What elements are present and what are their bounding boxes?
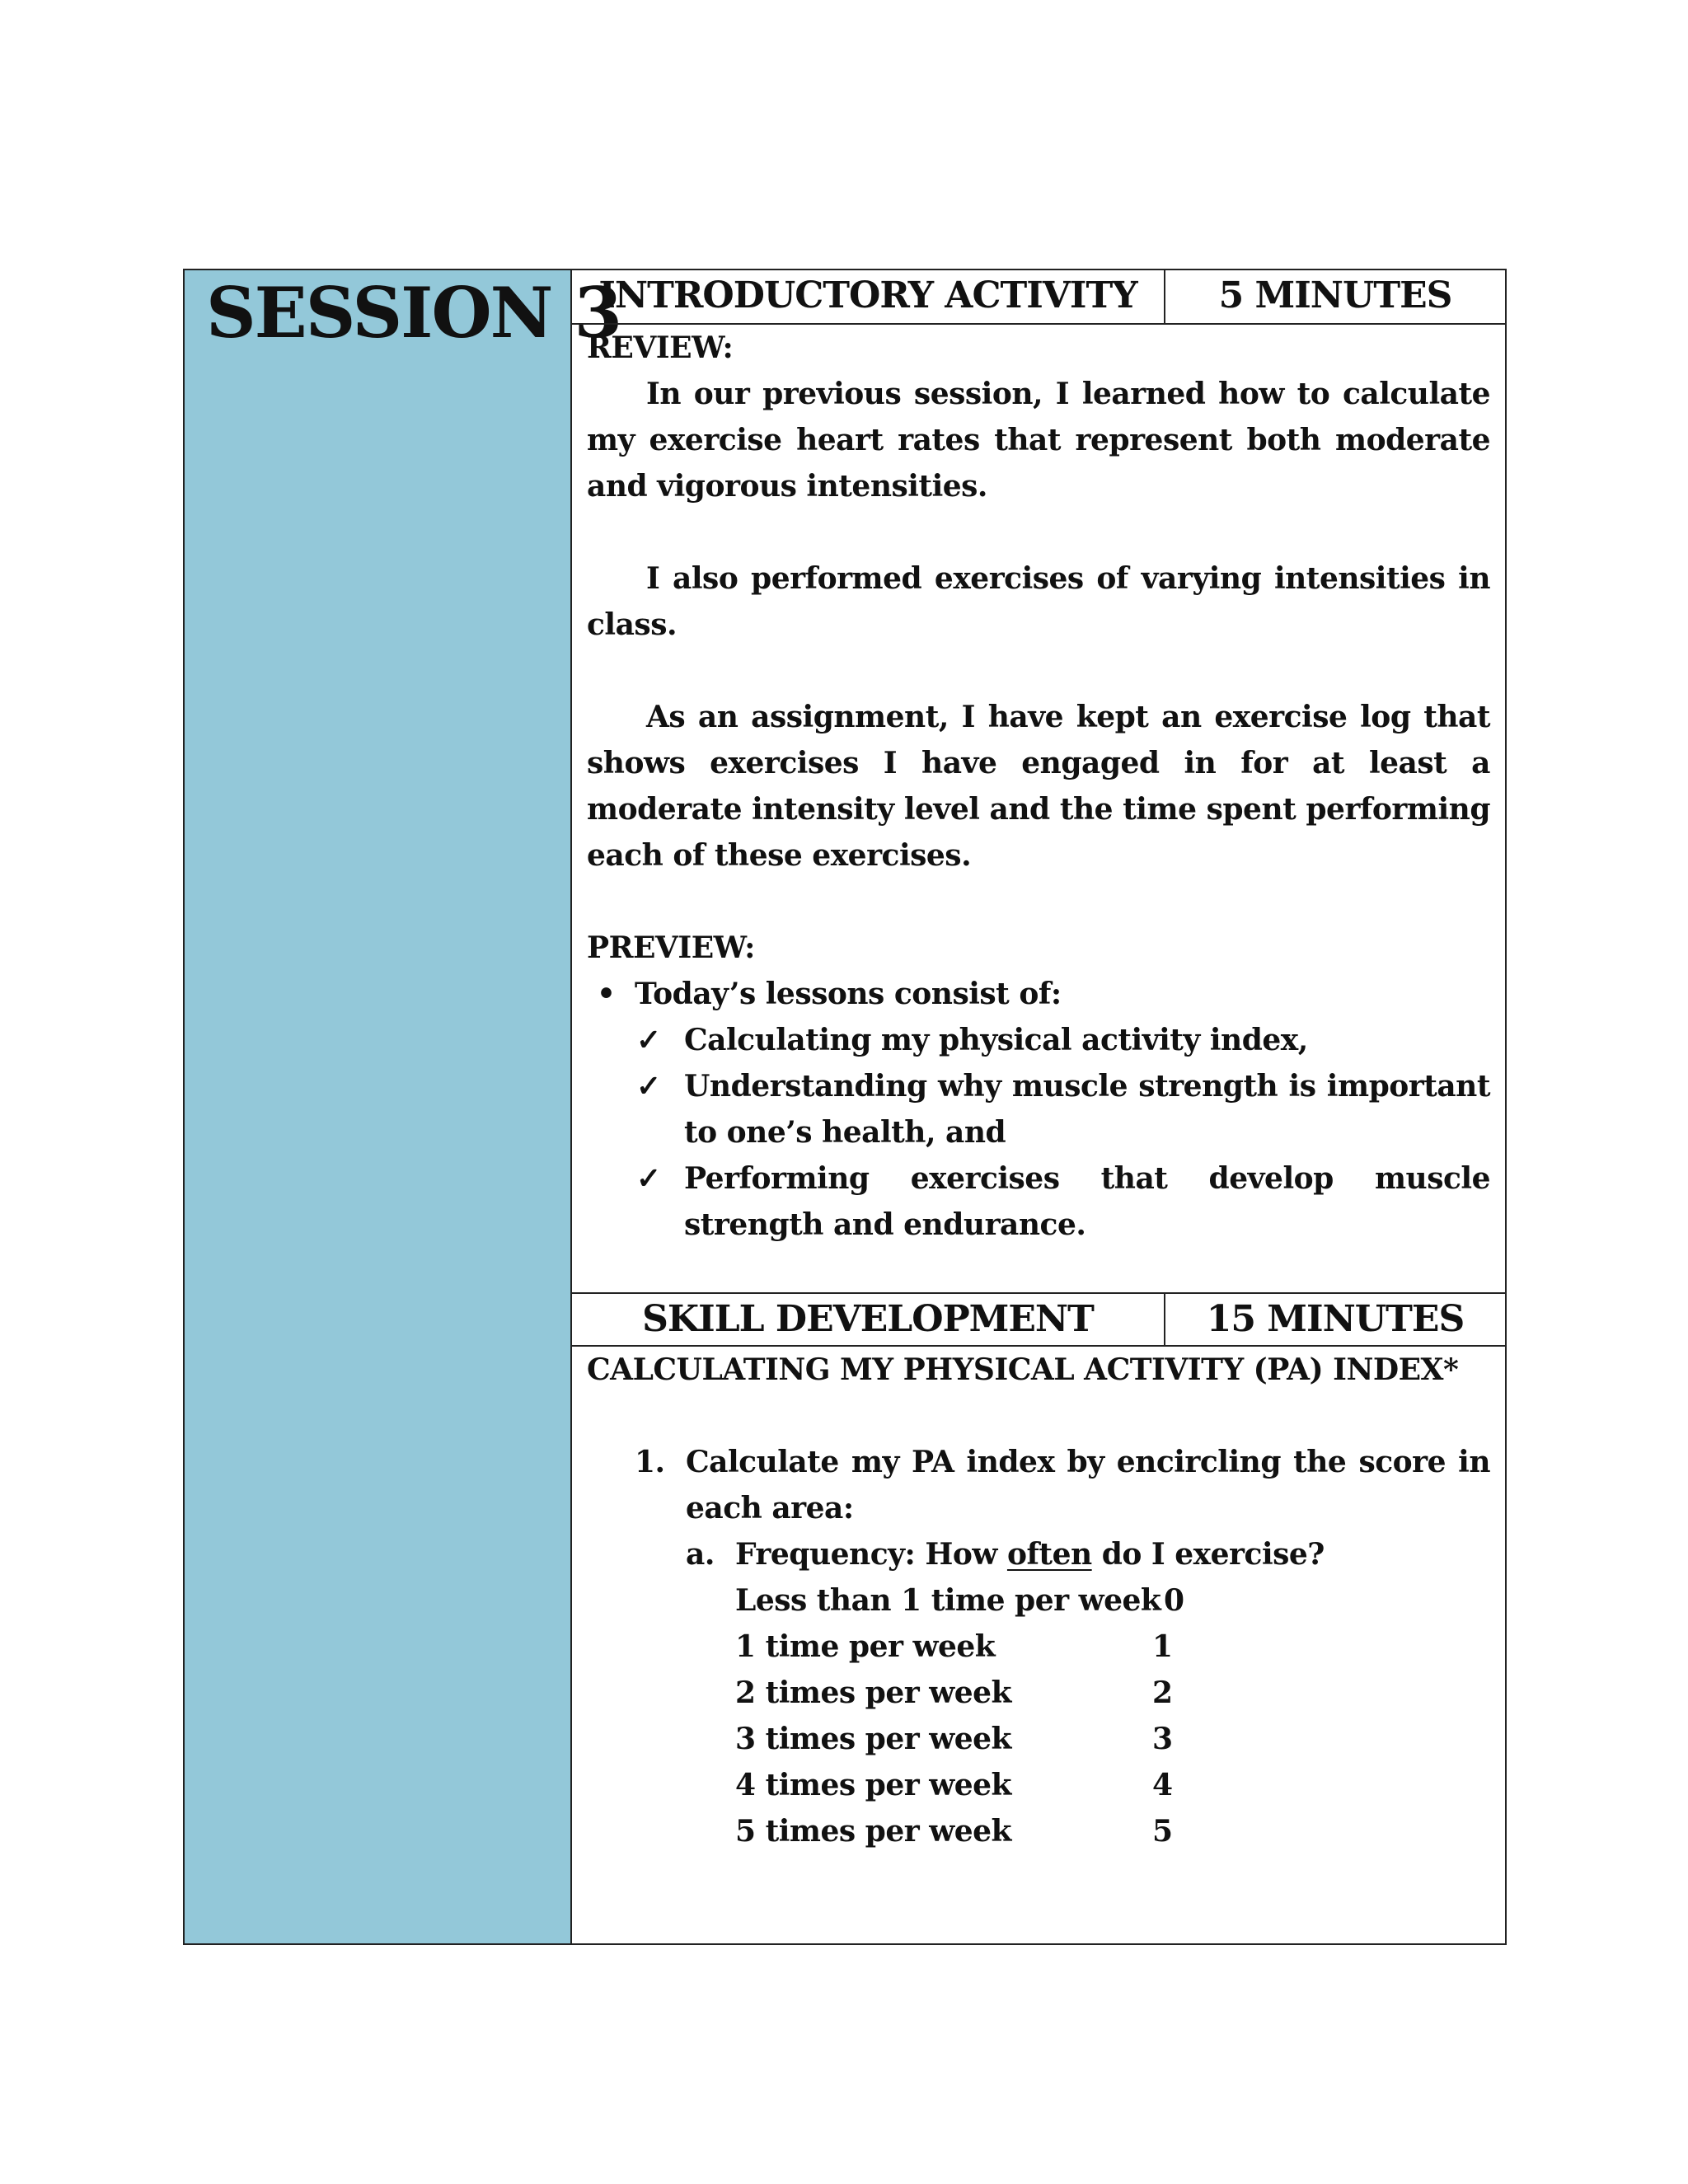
frequency-label: 4 times per week <box>735 1768 1012 1802</box>
frequency-option <box>587 1577 1490 1624</box>
frequency-label: 3 times per week <box>735 1722 1012 1756</box>
frequency-option <box>587 1808 1490 1854</box>
item-letter: a. <box>686 1537 715 1572</box>
frequency-score: 3 <box>1152 1722 1173 1756</box>
preview-bullet <box>587 971 1490 1017</box>
question-emphasis: often <box>1006 1537 1092 1572</box>
spacer <box>587 648 1490 694</box>
step-text: Calculate my PA index by encircling the score in each area: <box>686 1445 1490 1526</box>
introductory-duration: 5 MINUTES <box>1218 274 1452 316</box>
preview-check-item <box>587 1063 1490 1155</box>
skill-subtitle: CALCULATING MY PHYSICAL ACTIVITY (PA) INDEX* <box>587 1352 1459 1387</box>
bullet-text: Today’s lessons consist of: <box>635 977 1062 1011</box>
frequency-label: 5 times per week <box>735 1814 1012 1849</box>
checkmark-icon: ✓ <box>636 1069 661 1104</box>
spacer <box>587 1393 1490 1439</box>
frequency-score: 4 <box>1152 1768 1173 1802</box>
frequency-label: 1 time per week <box>735 1629 996 1664</box>
frequency-label: 2 times per week <box>735 1675 1012 1710</box>
review-label: REVIEW: <box>587 330 734 365</box>
step-number: 1. <box>635 1445 665 1479</box>
introductory-content <box>587 325 1490 1248</box>
frequency-question <box>587 1531 1490 1577</box>
checkmark-icon: ✓ <box>636 1161 661 1196</box>
skill-content <box>587 1347 1490 1854</box>
check-item-text: Performing exercises that develop muscle strength and endurance. <box>684 1161 1490 1242</box>
check-item-text: Calculating my physical activity index, <box>684 1023 1308 1057</box>
lesson-main <box>572 270 1505 1943</box>
lesson-table <box>183 269 1507 1945</box>
review-paragraph: In our previous session, I learned how to calculate my exercise heart rates that represent both moderate and vigorous intensities. <box>587 377 1490 504</box>
frequency-score: 1 <box>1152 1629 1173 1664</box>
bullet-icon: • <box>597 977 616 1011</box>
frequency-score: 5 <box>1152 1814 1173 1849</box>
frequency-label: Less than 1 time per week <box>735 1583 1161 1618</box>
step-item <box>587 1439 1490 1531</box>
check-item-text: Understanding why muscle strength is important to one’s health, and <box>684 1069 1490 1150</box>
question-suffix: do I exercise? <box>1091 1537 1325 1572</box>
skill-header: SKILL DEVELOPMENT <box>572 1294 1165 1347</box>
preview-label: PREVIEW: <box>587 930 755 965</box>
preview-check-item <box>587 1155 1490 1248</box>
session-sidebar <box>185 270 621 1943</box>
frequency-score: 2 <box>1152 1675 1173 1710</box>
review-paragraph: As an assignment, I have kept an exercise log that shows exercises I have engaged in for at least a moderate intensity level and the time spent performing each of these exercises. <box>587 700 1490 873</box>
session-title: SESSION 3 <box>206 272 621 354</box>
spacer <box>587 509 1490 555</box>
frequency-option <box>587 1670 1490 1716</box>
introductory-header: INTRODUCTORY ACTIVITY <box>572 270 1165 323</box>
frequency-option <box>587 1624 1490 1670</box>
frequency-option <box>587 1762 1490 1808</box>
frequency-score: 0 <box>1164 1583 1184 1618</box>
question-prefix: Frequency: How <box>735 1537 1007 1572</box>
spacer <box>587 879 1490 925</box>
introductory-header-row <box>572 270 1505 325</box>
checkmark-icon: ✓ <box>636 1023 661 1057</box>
review-paragraph: I also performed exercises of varying intensities in class. <box>587 561 1490 642</box>
skill-header-row <box>572 1292 1505 1347</box>
frequency-option <box>587 1716 1490 1762</box>
skill-duration: 15 MINUTES <box>1206 1298 1465 1340</box>
preview-check-item <box>587 1017 1490 1063</box>
